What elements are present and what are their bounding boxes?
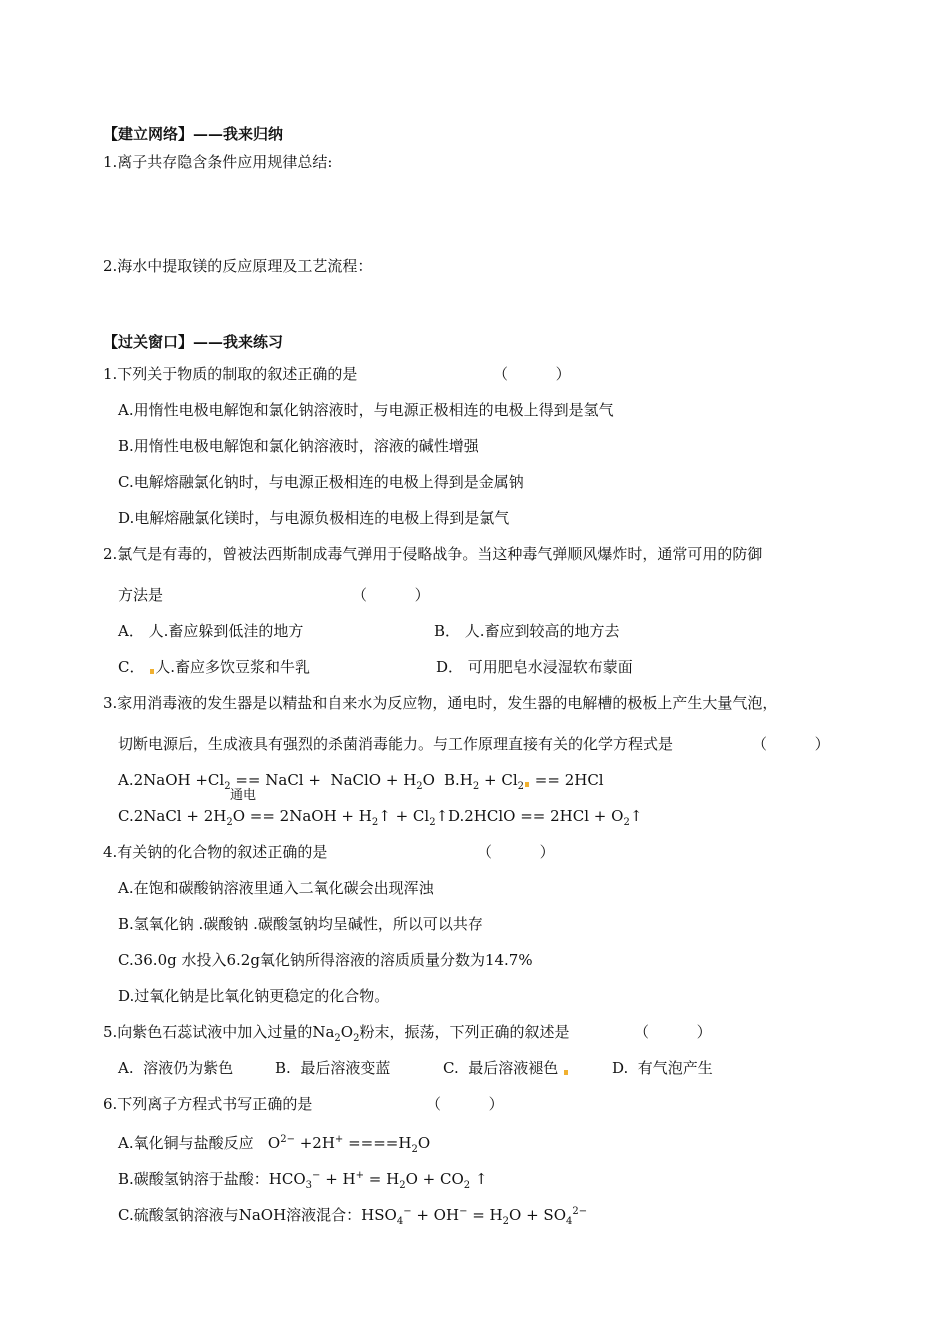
question-2-option-b: B． 人.畜应到较高的地方去 [434,622,620,640]
question-5-option-d: D. 有气泡产生 [612,1059,713,1077]
highlight-mark [564,1070,568,1075]
question-2-answer-blank: （ ） [352,586,430,604]
question-1-option-a: A.用惰性电极电解饱和氯化钠溶液时，与电源正极相连的电极上得到是氢气 [118,401,614,419]
question-1-option-c: C.电解熔融氯化钠时，与电源正极相连的电极上得到是金属钠 [118,473,524,491]
question-1-option-b: B.用惰性电极电解饱和氯化钠溶液时，溶液的碱性增强 [118,437,479,455]
question-5-stem: 5.向紫色石蕊试液中加入过量的$Na_2O_2$粉末，振荡，下列正确的叙述是 [103,1023,570,1044]
question-2-option-a: A． 人.畜应躲到低洼的地方 [118,622,304,640]
summary-item-1: 1.离子共存隐含条件应用规律总结: [103,153,333,171]
question-3-answer-blank: （ ） [752,735,830,753]
question-5-option-a: A. 溶液仍为紫色 [118,1059,234,1077]
question-5-answer-blank: （ ） [634,1023,712,1041]
question-6-answer-blank: （ ） [426,1095,504,1113]
question-4-option-a: A.在饱和碳酸钠溶液里通入二氧化碳会出现浑浊 [118,879,434,897]
question-3-stem-cont: 切断电源后，生成液具有强烈的杀菌消毒能力。与工作原理直接有关的化学方程式是 [118,735,674,753]
section-heading-network: 【建立网络】——我来归纳 [103,125,284,143]
question-6-option-b: B.碳酸氢钠溶于盐酸：$HCO_3^- + H^+ = H_2O + CO_2$ ↑ [118,1170,488,1191]
question-2-stem: 2.氯气是有毒的，曾被法西斯制成毒气弹用于侵略战争。当这种毒气弹顺风爆炸时，通常可用的防御 [103,545,763,563]
question-4-option-b: B.氢氧化钠 .碳酸钠 .碳酸氢钠均呈碱性，所以可以共存 [118,915,483,933]
question-3-option-a: A.2NaOH $+Cl_2$ == NaCl + NaClO + $H_2O$ [118,771,435,792]
question-3-stem: 3.家用消毒液的发生器是以精盐和自来水为反应物，通电时，发生器的电解槽的极板上产生大量气泡， [103,694,778,712]
section-heading-practice: 【过关窗口】——我来练习 [103,333,284,351]
highlight-mark [525,782,529,787]
question-5-option-b: B. 最后溶液变蓝 [275,1059,391,1077]
question-6-option-c: C.硫酸氢钠溶液与NaOH溶液混合：$HSO_4^- + OH^- = H_2O + SO_4^{2-}$ [118,1206,588,1227]
question-4-stem: 4.有关钠的化合物的叙述正确的是 [103,843,328,861]
question-4-option-c: C.36.0g 水投入6.2g氧化钠所得溶液的溶质质量分数为14.7% [118,951,533,969]
summary-item-2: 2.海水中提取镁的反应原理及工艺流程： [103,257,373,275]
question-1-stem: 1.下列关于物质的制取的叙述正确的是 [103,365,358,383]
question-4-option-d: D.过氧化钠是比氧化钠更稳定的化合物。 [118,987,390,1005]
question-3-option-c: C.2NaCl + $2H_2O$ == 2NaOH + $H_2↑$ + $Cl_2↑$ [118,807,449,828]
question-2-stem-cont: 方法是 [118,586,164,604]
question-6-option-a: A.氧化铜与盐酸反应 $O^{2-} +2H^+ ====H_2O$ [118,1134,431,1155]
question-1-answer-blank: （ ） [493,365,571,383]
question-1-option-d: D.电解熔融氯化镁时，与电源负极相连的电极上得到是氯气 [118,509,510,527]
reaction-condition-label: 通电 [230,788,257,803]
question-3-option-d: D.2HClO == $2HCl + O_2↑$ [448,807,643,828]
question-2-option-c: C． 人.畜应多饮豆浆和牛乳 [118,658,311,676]
question-2-option-d: D． 可用肥皂水浸湿软布蒙面 [436,658,633,676]
highlight-mark [150,669,154,674]
question-5-option-c: C. 最后溶液褪色 [443,1058,569,1078]
question-4-answer-blank: （ ） [477,843,555,861]
question-3-option-b: $B.H_2 + Cl_2 == 2HCl$ [444,771,604,792]
question-6-stem: 6.下列离子方程式书写正确的是 [103,1095,313,1113]
